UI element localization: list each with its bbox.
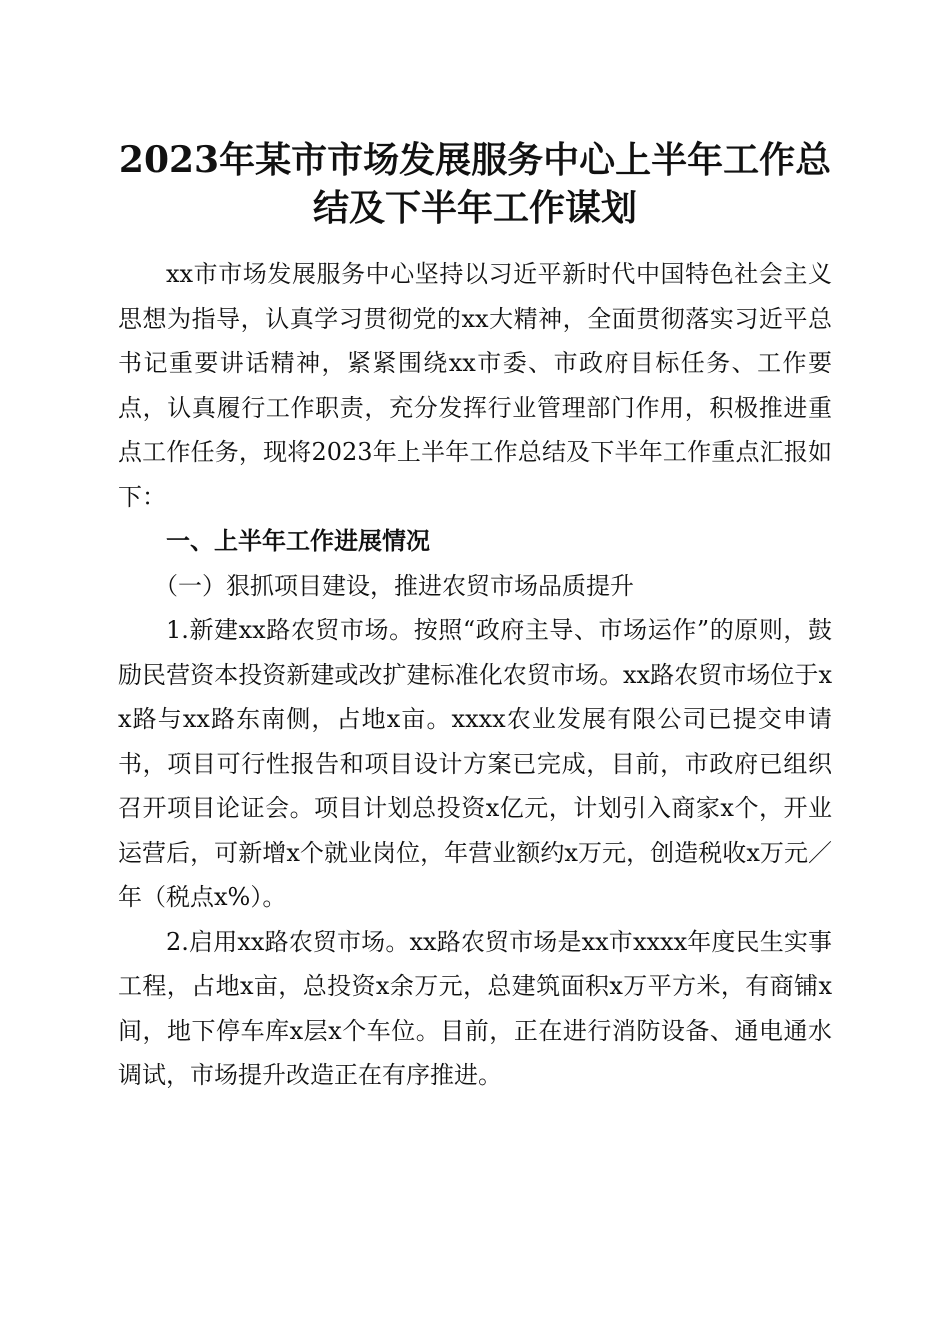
document-title-line-1: 2023年某市市场发展服务中心上半年工作总 (118, 139, 832, 181)
document-title-line-2: 结及下半年工作谋划 (312, 187, 637, 229)
intro-paragraph: xx市市场发展服务中心坚持以习近平新时代中国特色社会主义思想为指导，认真学习贯彻党的xx大精神，全面贯彻落实习近平总书记重要讲话精神，紧紧围绕xx市委、市政府目标任务、工作要点，认真履行工作职责，充分发挥行业管理部门作用，积极推进重点工作任务，现将2023年上半年工作总结及下半年工作重点汇报如下： (118, 260, 832, 511)
item-paragraph-1: 1.新建xx路农贸市场。按照“政府主导、市场运作”的原则，鼓励民营资本投资新建或改扩建标准化农贸市场。xx路农贸市场位于xx路与xx路东南侧，占地x亩。xxxx农业发展有限公司已提交申请书，项目可行性报告和项目设计方案已完成，目前，市政府已组织召开项目论证会。项目计划总投资x亿元，计划引入商家x个，开业运营后，可新增x个就业岗位，年营业额约x万元，创造税收x万元／年（税点x%）。 (118, 616, 832, 911)
item-paragraph-2: 2.启用xx路农贸市场。xx路农贸市场是xx市xxxx年度民生实事工程，占地x亩，总投资x余万元，总建筑面积x万平方米，有商铺x间，地下停车库x层x个车位。目前，正在进行消防设备、通电通水调试，市场提升改造正在有序推进。 (118, 927, 832, 1089)
subsection-heading-1: （一）狠抓项目建设，推进农贸市场品质提升 (154, 571, 634, 600)
document-body (118, 252, 832, 1098)
section-heading-1: 一、上半年工作进展情况 (166, 527, 430, 555)
